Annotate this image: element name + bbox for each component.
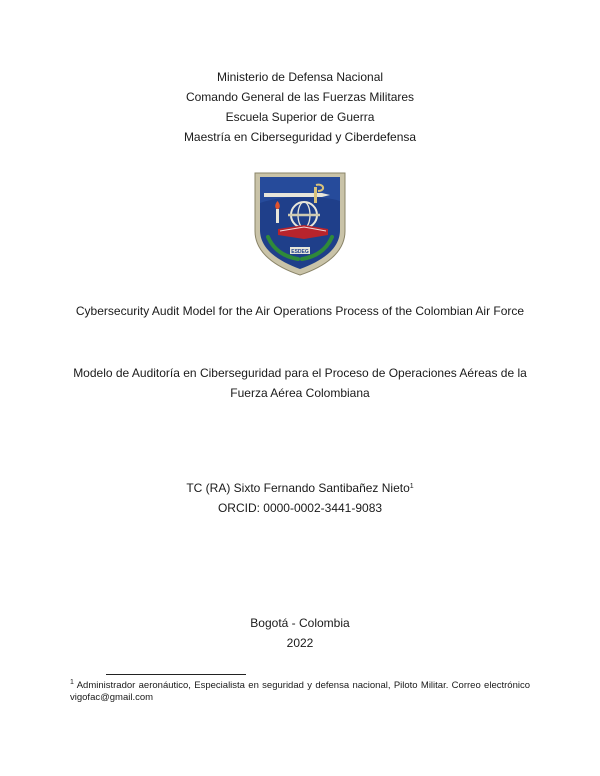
military-school-crest-icon	[252, 171, 348, 277]
institution-school: Escuela Superior de Guerra	[225, 110, 375, 124]
footnote-text: Administrador aeronáutico, Especialista en seguridad y defensa nacional, Piloto Militar. Correo electrónico vigofac@gmail.com	[70, 680, 530, 703]
title-spanish-line1: Modelo de Auditoría en Ciberseguridad para el Proceso de Operaciones Aéreas de la	[73, 366, 527, 380]
institution-command: Comando General de las Fuerzas Militares	[185, 90, 415, 104]
footnote-mark: 1	[70, 679, 74, 686]
author-footnote-mark: 1	[409, 483, 414, 490]
title-spanish-line2: Fuerza Aérea Colombiana	[230, 386, 370, 400]
place: Bogotá - Colombia	[250, 616, 350, 630]
program-name: Maestría en Ciberseguridad y Ciberdefensa	[183, 130, 417, 144]
author-line	[0, 481, 600, 495]
footnote-separator	[106, 674, 246, 675]
crest-emblem-text: ESDEG	[291, 249, 309, 255]
title-english: Cybersecurity Audit Model for the Air Operations Process of the Colombian Air Force	[75, 304, 525, 318]
footnote	[70, 680, 530, 704]
author-name: TC (RA) Sixto Fernando Santibañez Nieto	[186, 481, 410, 495]
year: 2022	[286, 636, 314, 650]
institution-ministry: Ministerio de Defensa Nacional	[216, 70, 384, 84]
author-orcid: ORCID: 0000-0002-3441-9083	[217, 501, 383, 515]
